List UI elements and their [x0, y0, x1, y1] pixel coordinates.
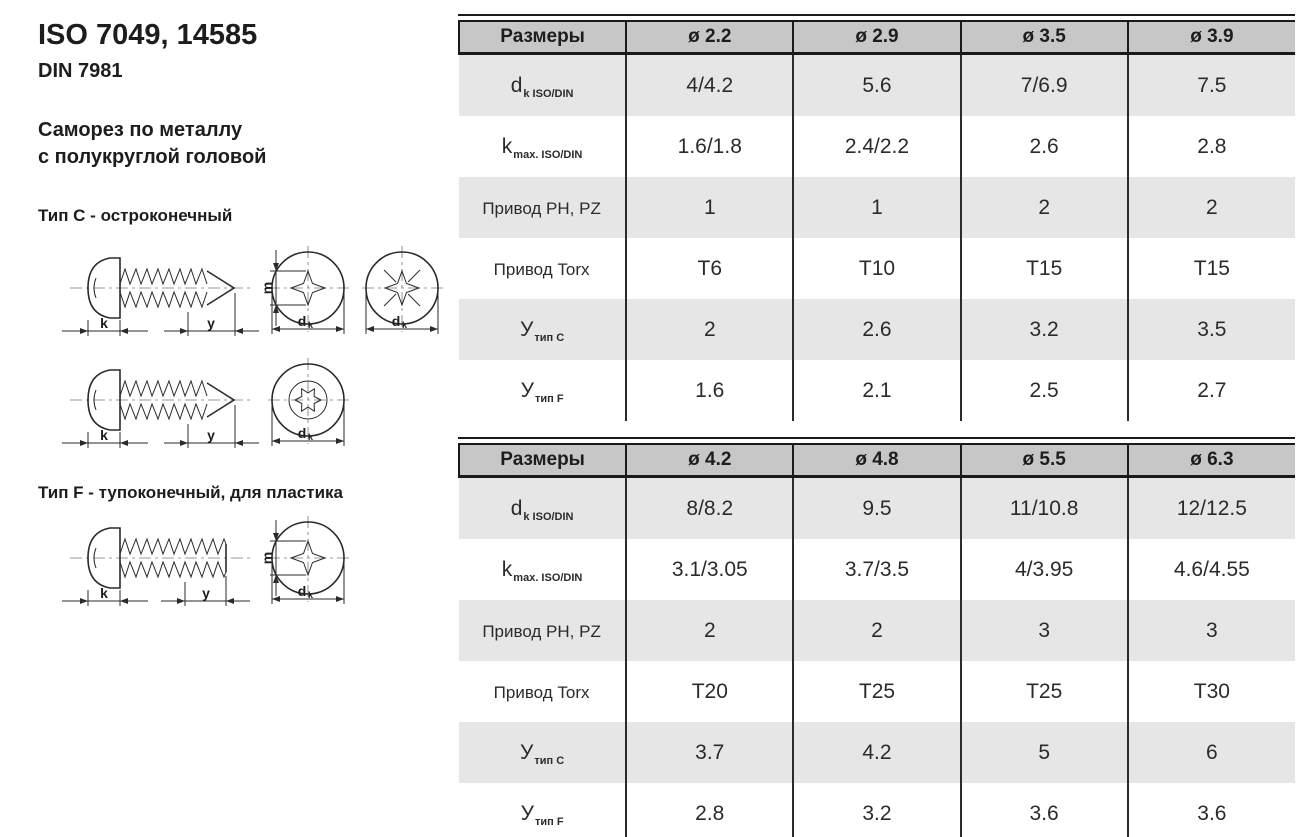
dk-dim-sub-label: k: [308, 590, 314, 600]
row-label: $У_{тип C}$: [459, 722, 626, 783]
table-row: [459, 238, 1295, 299]
table-cell: T25: [961, 661, 1128, 722]
table-cell: 2.1: [793, 360, 960, 421]
row-label: $k_{max. ISO/DIN}$: [501, 557, 583, 584]
dk-dim-sub-label: k: [402, 320, 408, 330]
screw-side-view: [70, 258, 252, 318]
table-row: [459, 54, 1295, 117]
table-row: [459, 661, 1295, 722]
table-cell: T15: [1128, 238, 1295, 299]
row-label: $У_{тип F}$: [520, 801, 564, 828]
y-dimension: [161, 576, 250, 606]
table-cell: 2: [1128, 177, 1295, 238]
row-label: $У_{тип F}$: [520, 378, 564, 405]
table-cell: 8/8.2: [626, 477, 793, 540]
table-top-rule: [458, 14, 1295, 16]
column-header: ø 4.2: [626, 444, 793, 477]
table-cell: 4/3.95: [961, 539, 1128, 600]
k-dim-label: k: [100, 427, 108, 443]
table-cell: 11/10.8: [961, 477, 1128, 540]
page-subtitle: DIN 7981: [38, 60, 123, 82]
description-line-2: с полукруглой головой: [38, 146, 267, 168]
page-title: ISO 7049, 14585: [38, 19, 258, 51]
table-header-row: [459, 444, 1295, 477]
table-cell: 4/4.2: [626, 54, 793, 117]
table-cell: 12/12.5: [1128, 477, 1295, 540]
row-label: $d_{k ISO/DIN}$: [459, 54, 626, 117]
table-cell: 2.7: [1128, 360, 1295, 421]
column-header: ø 2.9: [793, 21, 960, 54]
table-cell: T6: [626, 238, 793, 299]
table-cell: 3.7/3.5: [793, 539, 960, 600]
type-c-heading: Тип C - остроконечный: [38, 206, 233, 225]
y-dim-label: y: [207, 315, 215, 331]
table-cell: 3.6: [961, 783, 1128, 837]
table-cell: T10: [793, 238, 960, 299]
table-cell: 1.6/1.8: [626, 116, 793, 177]
dk-dim-label: d: [297, 313, 307, 329]
ph-head-view: [259, 246, 350, 334]
y-dimension: [164, 405, 259, 448]
column-header: ø 2.2: [626, 21, 793, 54]
table-cell: 6: [1128, 722, 1295, 783]
table-row: [459, 360, 1295, 421]
table-cell: 3.7: [626, 722, 793, 783]
column-header: ø 6.3: [1128, 444, 1295, 477]
column-header: ø 4.8: [793, 444, 960, 477]
table-row: [459, 600, 1295, 661]
table-cell: T15: [961, 238, 1128, 299]
m-dim-label: m: [259, 551, 275, 565]
screw-side-view-blunt: [70, 528, 252, 588]
column-header: ø 5.5: [961, 444, 1128, 477]
row-label: Привод PH, PZ: [459, 177, 626, 238]
table-top-rule: [458, 437, 1295, 439]
dk-dim-label: d: [297, 583, 307, 599]
table-cell: 3: [961, 600, 1128, 661]
size-table-small-diameters: [458, 14, 1295, 421]
column-header: ø 3.9: [1128, 21, 1295, 54]
table-cell: 5.6: [793, 54, 960, 117]
table-cell: T20: [626, 661, 793, 722]
table-cell: 1: [793, 177, 960, 238]
row-label: $k_{max. ISO/DIN}$: [501, 134, 583, 161]
ph-head-view: [259, 516, 350, 604]
k-dimension: [62, 585, 148, 606]
table-cell: 1.6: [626, 360, 793, 421]
dk-dim-label: d: [297, 425, 307, 441]
table-row: [459, 299, 1295, 360]
table-cell: 4.6/4.55: [1128, 539, 1295, 600]
table-cell: 9.5: [793, 477, 960, 540]
type-c-drawing-ph-pz: [30, 238, 450, 340]
table-row: [459, 477, 1295, 540]
row-label: Привод Torx: [493, 259, 590, 279]
table-cell: 2.6: [961, 116, 1128, 177]
table-row: [459, 722, 1295, 783]
dk-dim-sub-label: k: [308, 432, 314, 442]
table-cell: 2: [961, 177, 1128, 238]
table-cell: 7.5: [1128, 54, 1295, 117]
size-table-large-diameters: [458, 437, 1295, 837]
type-f-drawing-ph: [30, 508, 450, 610]
header-sizes: Размеры: [459, 21, 626, 54]
k-dim-label: k: [100, 585, 108, 601]
table-cell: 3.1/3.05: [626, 539, 793, 600]
table-cell: 3.2: [961, 299, 1128, 360]
table-cell: 1: [626, 177, 793, 238]
row-label: $У_{тип C}$: [459, 299, 626, 360]
header-sizes: Размеры: [459, 444, 626, 477]
left-panel: [38, 18, 458, 171]
table-cell: 2: [626, 299, 793, 360]
k-dimension: [62, 315, 148, 336]
description-line-1: Саморез по металлу: [38, 119, 243, 141]
dk-dim-sub-label: k: [308, 320, 314, 330]
k-dimension: [62, 427, 148, 448]
table-cell: T25: [793, 661, 960, 722]
table-row: [459, 539, 1295, 600]
table-cell: 5: [961, 722, 1128, 783]
table-cell: 2.5: [961, 360, 1128, 421]
table-cell: T30: [1128, 661, 1295, 722]
table-cell: 7/6.9: [961, 54, 1128, 117]
type-c-drawing-torx: [30, 350, 450, 452]
torx-head-view: [268, 358, 350, 446]
table-cell: 2.4/2.2: [793, 116, 960, 177]
table-row: [459, 783, 1295, 837]
y-dim-label: y: [207, 427, 215, 443]
table-cell: 2.6: [793, 299, 960, 360]
table-cell: 3.6: [1128, 783, 1295, 837]
table-cell: 2.8: [626, 783, 793, 837]
table-cell: 3: [1128, 600, 1295, 661]
y-dim-label: y: [202, 585, 210, 601]
pz-head-view: [362, 246, 444, 334]
table-header-row: [459, 21, 1295, 54]
table-cell: 2: [793, 600, 960, 661]
table-cell: 4.2: [793, 722, 960, 783]
type-f-heading: Тип F - тупоконечный, для пластика: [38, 483, 343, 502]
k-dim-label: k: [100, 315, 108, 331]
table-row: [459, 116, 1295, 177]
screw-side-view: [70, 370, 252, 430]
row-label: Привод PH, PZ: [459, 600, 626, 661]
y-dimension: [164, 293, 259, 336]
table-row: [459, 177, 1295, 238]
table-cell: 2.8: [1128, 116, 1295, 177]
column-header: ø 3.5: [961, 21, 1128, 54]
m-dim-label: m: [259, 281, 275, 295]
dk-dim-label: d: [391, 313, 401, 329]
table-cell: 3.2: [793, 783, 960, 837]
table-cell: 3.5: [1128, 299, 1295, 360]
table-cell: 2: [626, 600, 793, 661]
product-description: [38, 117, 458, 171]
row-label: $d_{k ISO/DIN}$: [459, 477, 626, 540]
row-label: Привод Torx: [493, 682, 590, 702]
